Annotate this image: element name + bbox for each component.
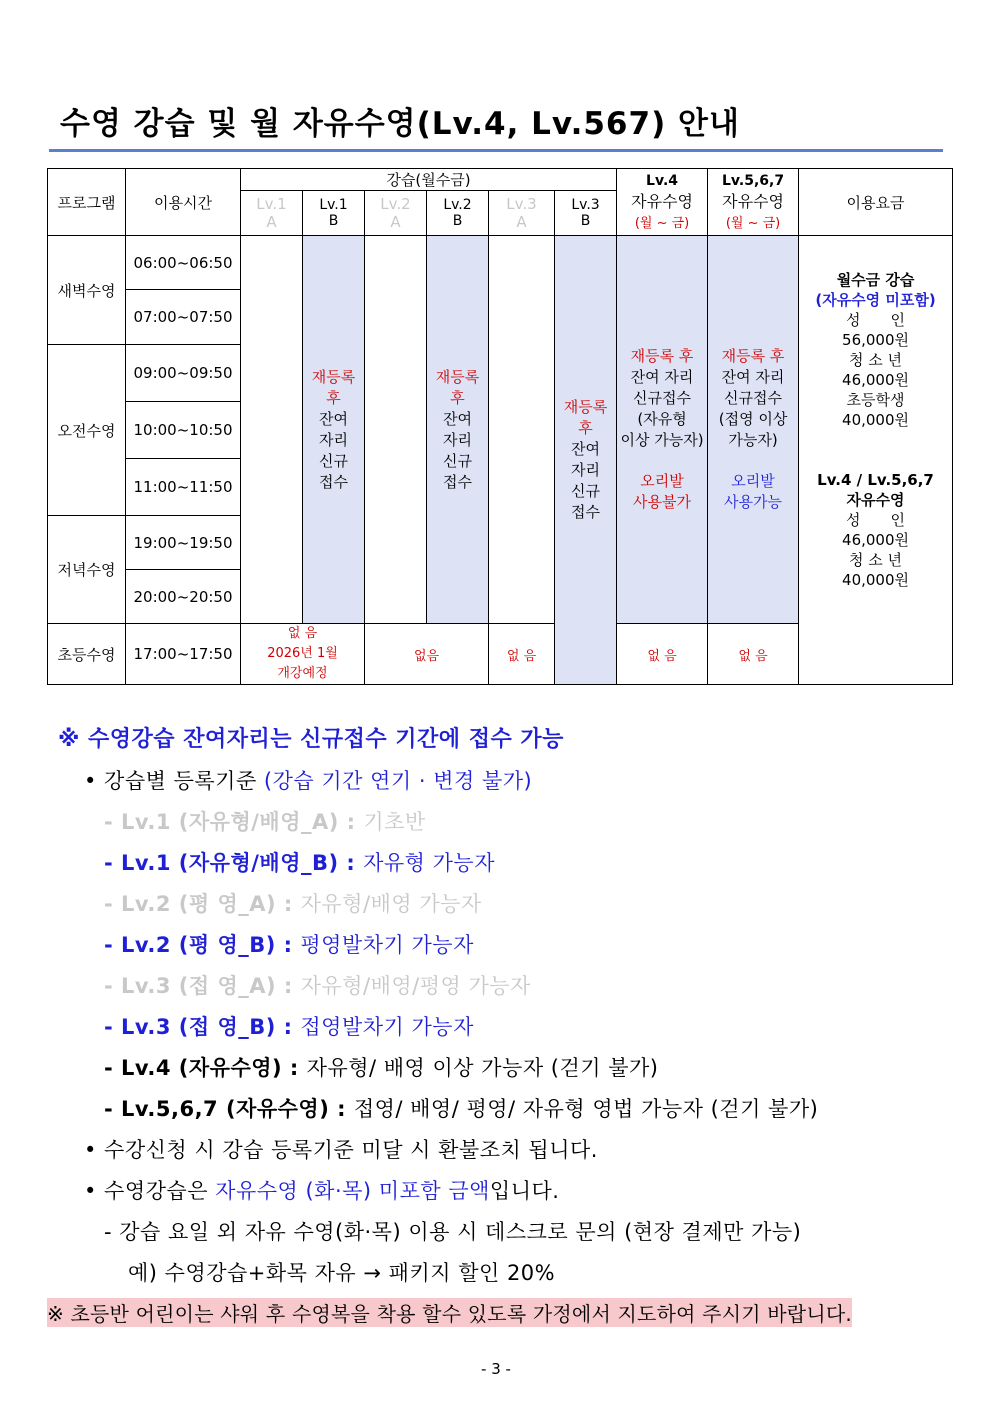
notice-criteria: • 강습별 등록기준 (강습 기간 연기 · 변경 불가): [84, 769, 533, 793]
header-lesson: 강습(월수금): [241, 169, 617, 191]
notice-free-swim: - 강습 요일 외 자유 수영(화·목) 이용 시 데스크로 문의 (현장 결제만 가능): [104, 1220, 802, 1244]
notice-children: ※ 초등반 어린이는 샤워 후 수영복을 착용 할수 있도록 가정에서 지도하여 주시기 바랍니다.: [47, 1298, 852, 1327]
time-slot: 09:00~09:50: [126, 345, 241, 402]
notice-refund: • 수강신청 시 강습 등록기준 미달 시 환불조치 됩니다.: [84, 1138, 598, 1162]
elem-lv1: 없 음 2026년 1월 개강예정: [241, 624, 365, 685]
level-rule: - Lv.4 (자유수영) : 자유형/ 배영 이상 가능자 (걷기 불가): [104, 1056, 659, 1080]
cell-lv2a: [365, 236, 427, 624]
group-morning: 오전수영: [48, 345, 126, 516]
level-lv3a: Lv.3 A: [489, 191, 555, 236]
level-rule: - Lv.2 (평 영_B) : 평영발차기 가능자: [104, 933, 474, 957]
page-title: 수영 강습 및 월 자유수영(Lv.4, Lv.567) 안내: [60, 106, 740, 142]
time-slot: 10:00~10:50: [126, 402, 241, 459]
cell-lv4: 재등록 후 잔여 자리 신규접수 (자유형 이상 가능자) 오리발 사용불가: [617, 236, 708, 624]
level-rule: - Lv.5,6,7 (자유수영) : 접영/ 배영/ 평영/ 자유형 영법 가능자 (걷기 불가): [104, 1097, 819, 1121]
level-lv2a: Lv.2 A: [365, 191, 427, 236]
level-rule: - Lv.3 (접 영_A) : 자유형/배영/평영 가능자: [104, 974, 531, 998]
time-slot: 11:00~11:50: [126, 459, 241, 516]
level-rule: - Lv.1 (자유형/배영_A) : 기초반: [104, 810, 426, 834]
level-lv3b: Lv.3 B: [555, 191, 617, 236]
notice-price: • 수영강습은 자유수영 (화·목) 미포함 금액입니다.: [84, 1179, 560, 1203]
cell-lv3a: [489, 236, 555, 624]
header-lv567: Lv.5,6,7 자유수영 (월 ~ 금): [708, 169, 799, 236]
level-rule: - Lv.2 (평 영_A) : 자유형/배영 가능자: [104, 892, 482, 916]
cell-lv1b: 재등록 후 잔여 자리 신규 접수: [303, 236, 365, 624]
group-elementary: 초등수영: [48, 624, 126, 685]
group-evening: 저녁수영: [48, 516, 126, 624]
level-lv1b: Lv.1 B: [303, 191, 365, 236]
time-slot: 06:00~06:50: [126, 236, 241, 290]
title-underline: [49, 149, 943, 152]
group-dawn: 새벽수영: [48, 236, 126, 345]
header-program: 프로그램: [48, 169, 126, 236]
page-number: - 3 -: [481, 1360, 511, 1378]
level-lv1a: Lv.1 A: [241, 191, 303, 236]
elem-lv4: 없 음: [617, 624, 708, 685]
notice-registration: ※ 수영강습 잔여자리는 신규접수 기간에 접수 가능: [58, 727, 564, 752]
elem-lv2: 없음: [365, 624, 489, 685]
elem-lv567: 없 음: [708, 624, 799, 685]
header-fee: 이용요금: [799, 169, 953, 236]
level-rule: - Lv.3 (접 영_B) : 접영발차기 가능자: [104, 1015, 474, 1039]
time-slot: 20:00~20:50: [126, 570, 241, 624]
level-rule: - Lv.1 (자유형/배영_B) : 자유형 가능자: [104, 851, 496, 875]
header-lv4: Lv.4 자유수영 (월 ~ 금): [617, 169, 708, 236]
notice-package: 예) 수영강습+화목 자유 → 패키지 할인 20%: [128, 1261, 556, 1285]
level-lv2b: Lv.2 B: [427, 191, 489, 236]
cell-lv1a: [241, 236, 303, 624]
schedule-table: [47, 168, 953, 685]
cell-fee: 월수금 강습 (자유수영 미포함) 성 인 56,000원 청 소 년 46,000원 초등학생 40,000원 Lv.4 / Lv.5,6,7 자유수영 성 인 46,000원 청 소 년 40,000원: [799, 236, 953, 685]
time-slot: 19:00~19:50: [126, 516, 241, 570]
time-slot: 07:00~07:50: [126, 290, 241, 345]
cell-lv3b: 재등록 후 잔여 자리 신규 접수: [555, 236, 617, 685]
cell-lv567: 재등록 후 잔여 자리 신규접수 (접영 이상 가능자) 오리발 사용가능: [708, 236, 799, 624]
header-time: 이용시간: [126, 169, 241, 236]
cell-lv2b: 재등록 후 잔여 자리 신규 접수: [427, 236, 489, 624]
time-slot: 17:00~17:50: [126, 624, 241, 685]
elem-lv3a: 없 음: [489, 624, 555, 685]
